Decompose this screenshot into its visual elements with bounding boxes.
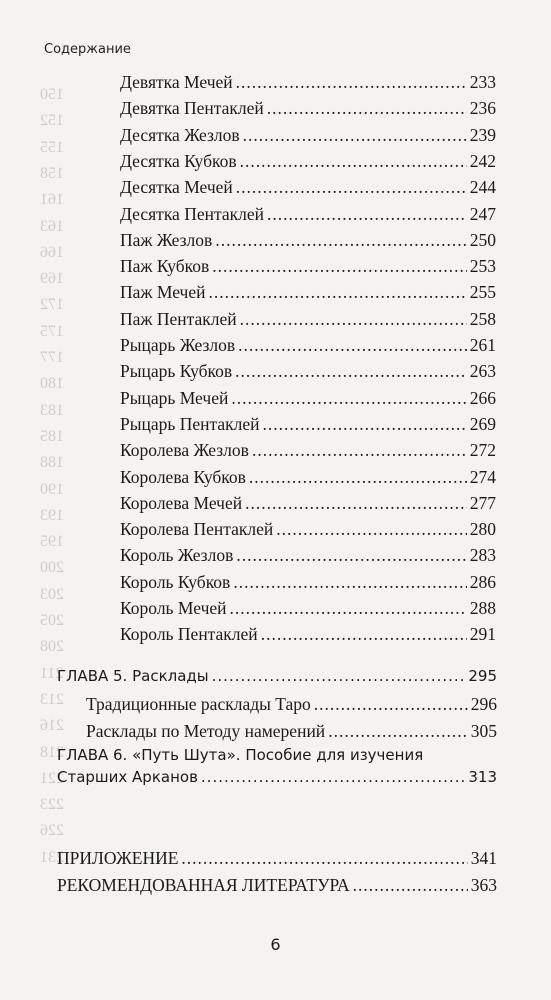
bleed-through-number: 203: [40, 585, 64, 603]
entry-title: ГЛАВА 5. Расклады: [57, 667, 209, 685]
bleed-through-number: 205: [40, 612, 64, 629]
entry-page-number: 280: [469, 519, 496, 540]
bleed-through-number: 218: [40, 743, 64, 761]
toc-entry-card[interactable]: [120, 388, 496, 414]
toc-entry-card[interactable]: [120, 414, 496, 440]
leader-dots: [233, 572, 466, 593]
leader-dots: [240, 151, 467, 172]
entry-title: Десятка Жезлов: [120, 124, 240, 145]
leader-dots: [230, 598, 467, 619]
entry-title: Паж Мечей: [120, 282, 206, 303]
entry-page-number: 250: [469, 229, 496, 250]
bleed-through-number: 158: [40, 164, 64, 182]
leader-dots: [212, 256, 466, 277]
entry-page-number: 266: [469, 387, 496, 408]
page-number: 6: [270, 935, 281, 954]
entry-title: Рыцарь Пентаклей: [120, 413, 260, 434]
bleed-through-number: 221: [40, 769, 64, 787]
leader-dots: [252, 440, 467, 461]
bleed-through-number: 166: [40, 243, 64, 261]
toc-entry-references[interactable]: [57, 875, 497, 901]
entry-title: Рыцарь Мечей: [120, 387, 229, 408]
entry-title: Королева Кубков: [120, 466, 246, 487]
leader-dots: [267, 204, 467, 225]
entry-title: Король Мечей: [120, 598, 227, 618]
entry-title: Девятка Пентаклей: [120, 98, 264, 119]
leader-dots: [353, 875, 468, 896]
leader-dots: [212, 667, 466, 685]
entry-page-number: 286: [469, 571, 496, 592]
bleed-through-number: 172: [40, 296, 64, 314]
bleed-through-number: 216: [40, 717, 64, 735]
entry-page-number: 295: [468, 667, 497, 685]
leader-dots: [328, 721, 468, 742]
toc-entry-card[interactable]: [120, 72, 496, 98]
entry-title: Десятка Кубков: [120, 150, 237, 171]
entry-page-number: 277: [469, 492, 496, 513]
entry-title-line-2-row: [57, 768, 497, 794]
bleed-through-number: 211: [40, 664, 64, 682]
entry-page-number: 296: [470, 694, 497, 714]
entry-title: Рыцарь Кубков: [120, 361, 233, 382]
leader-dots: [236, 72, 467, 93]
entry-title: Расклады по Методу намерений: [86, 721, 326, 741]
bleed-through-number: 150: [40, 86, 64, 103]
bleed-through-number: 175: [40, 322, 64, 340]
leader-dots: [201, 768, 465, 786]
toc-entry-chapter-5[interactable]: [57, 667, 497, 693]
leader-dots: [215, 230, 466, 251]
entry-title: Король Пентаклей: [120, 624, 258, 645]
toc-entry-card[interactable]: [120, 335, 496, 361]
bleed-through-number: 200: [40, 559, 64, 577]
leader-dots: [245, 493, 467, 514]
entry-title: Девятка Мечей: [120, 72, 233, 92]
entry-page-number: 242: [469, 150, 496, 171]
bleed-through-number: 161: [40, 191, 64, 209]
entry-title: Паж Жезлов: [120, 229, 213, 250]
toc-entry-card[interactable]: [120, 545, 496, 571]
toc-entry-card[interactable]: [120, 598, 496, 624]
bleed-through-number: 231: [40, 848, 64, 866]
toc-entry-card[interactable]: [120, 572, 496, 598]
leader-dots: [235, 361, 467, 382]
entry-page-number: 239: [469, 124, 496, 145]
toc-entry-card[interactable]: [120, 309, 496, 335]
entry-page-number: 263: [469, 361, 496, 382]
leader-dots: [314, 694, 468, 715]
leader-dots: [267, 98, 467, 119]
entry-page-number: 363: [470, 875, 497, 895]
leader-dots: [263, 414, 467, 435]
entry-title-line-1: ГЛАВА 6. «Путь Шута». Пособие для изучения: [57, 746, 424, 764]
toc-entry-card[interactable]: [120, 440, 496, 466]
bleed-through-number: 188: [40, 454, 64, 472]
bleed-through-number: 163: [40, 217, 64, 235]
entry-title: Король Жезлов: [120, 545, 234, 566]
toc-entry-card[interactable]: [120, 151, 496, 177]
toc-entry-card[interactable]: [120, 125, 496, 151]
entry-page-number: 283: [469, 545, 496, 566]
bleed-through-number: 183: [40, 401, 64, 419]
bleed-through-number: 223: [40, 796, 64, 814]
toc-entry-card[interactable]: [120, 361, 496, 387]
bleed-through-number: 169: [40, 270, 64, 288]
toc-entry-card[interactable]: [120, 256, 496, 282]
bleed-through-number: 185: [40, 427, 64, 445]
bleed-through-number: 213: [40, 690, 64, 708]
bleed-through-number: 195: [40, 533, 64, 551]
entry-page-number: 269: [469, 413, 496, 434]
entry-title: ПРИЛОЖЕНИЕ: [57, 848, 179, 868]
toc-entry-appendix[interactable]: [57, 848, 497, 874]
bleed-through-number: 190: [40, 480, 64, 498]
leader-dots: [249, 467, 467, 488]
toc-entry-card[interactable]: [120, 98, 496, 124]
entry-title: Королева Пентаклей: [120, 519, 274, 540]
leader-dots: [181, 848, 467, 869]
leader-dots: [261, 624, 467, 645]
toc-entry-card[interactable]: [120, 282, 496, 308]
toc-entry-card[interactable]: [120, 624, 496, 650]
entry-title: Традиционные расклады Таро: [86, 694, 311, 714]
entry-title: Королева Жезлов: [120, 440, 249, 461]
entry-title: Паж Пентаклей: [120, 308, 237, 329]
leader-dots: [208, 282, 466, 303]
bleed-through-number: 180: [40, 375, 64, 393]
entry-title: Десятка Мечей: [120, 177, 233, 198]
leader-dots: [276, 519, 466, 540]
leader-dots: [238, 335, 467, 356]
toc-entry-card[interactable]: [120, 519, 496, 545]
entry-title: Паж Кубков: [120, 256, 210, 277]
entry-page-number: 313: [468, 768, 497, 786]
entry-page-number: 341: [470, 848, 497, 868]
entry-title: Десятка Пентаклей: [120, 203, 264, 224]
entry-title: Рыцарь Жезлов: [120, 335, 236, 355]
toc-entry-card[interactable]: [120, 467, 496, 493]
running-head: Содержание: [44, 42, 131, 57]
leader-dots: [240, 309, 467, 330]
entry-page-number: 244: [469, 177, 496, 198]
entry-page-number: 261: [469, 335, 496, 355]
bleed-through-number: 152: [40, 112, 64, 130]
leader-dots: [236, 177, 467, 198]
leader-dots: [236, 545, 466, 566]
leader-dots: [243, 125, 467, 146]
bleed-through-number: 226: [40, 822, 64, 840]
entry-page-number: 272: [469, 440, 496, 461]
bleed-through-number: 193: [40, 506, 64, 524]
toc-entry-card[interactable]: [120, 177, 496, 203]
entry-title: РЕКОМЕНДОВАННАЯ ЛИТЕРАТУРА: [57, 875, 350, 895]
entry-page-number: 255: [469, 282, 496, 303]
toc-entry-traditional-spreads[interactable]: [86, 694, 497, 720]
entry-page-number: 253: [469, 256, 496, 277]
entry-page-number: 291: [469, 624, 496, 645]
entry-page-number: 305: [470, 721, 497, 741]
entry-page-number: 236: [469, 98, 496, 119]
toc-entry-chapter-6[interactable]: [57, 742, 497, 794]
entry-page-number: 288: [469, 598, 496, 618]
leader-dots: [231, 388, 466, 409]
entry-title: Королева Мечей: [120, 492, 243, 513]
bleed-through-number: 177: [40, 349, 64, 366]
toc-entry-card[interactable]: [120, 230, 496, 256]
entry-page-number: 247: [469, 203, 496, 224]
entry-page-number: 233: [469, 72, 496, 92]
toc-entry-card[interactable]: [120, 204, 496, 230]
bleed-through-number: 208: [40, 638, 64, 656]
entry-title-line-2: Старших Арканов: [57, 768, 198, 786]
entry-title: Король Кубков: [120, 571, 231, 592]
bleed-through-number: 155: [40, 138, 64, 156]
entry-page-number: 274: [469, 466, 496, 487]
entry-page-number: 258: [469, 308, 496, 329]
toc-entry-card[interactable]: [120, 493, 496, 519]
